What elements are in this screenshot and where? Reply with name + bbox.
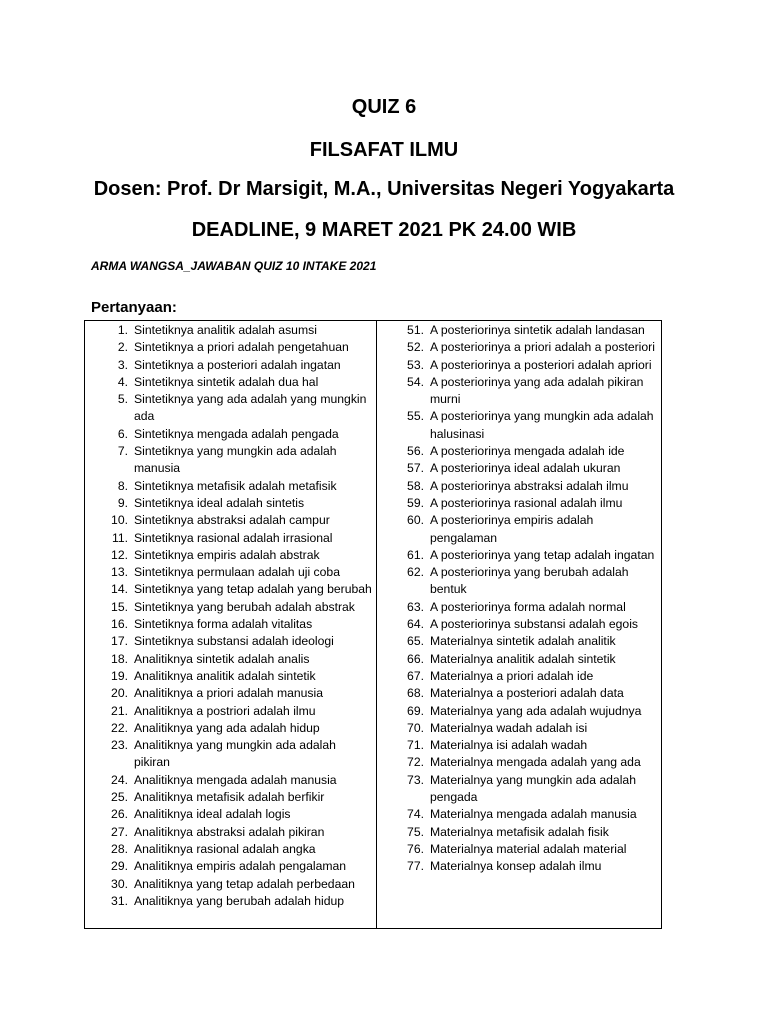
question-number: 12. — [111, 547, 128, 562]
question-text: Analitiknya a priori adalah manusia — [134, 686, 324, 701]
question-number: 14. — [111, 582, 128, 597]
question-item — [380, 339, 660, 356]
question-item — [86, 322, 374, 339]
question-item — [86, 495, 374, 512]
question-text: Materialnya metafisik adalah fisik — [430, 824, 609, 839]
question-number: 31. — [111, 893, 128, 908]
question-text: A posteriorinya abstraksi adalah ilmu — [430, 478, 629, 493]
question-text: Materialnya sintetik adalah analitik — [430, 634, 616, 649]
question-text: A posteriorinya sintetik adalah landasan — [430, 323, 645, 337]
question-number: 65. — [407, 634, 424, 649]
question-text: Materialnya isi adalah wadah — [430, 738, 588, 753]
question-number: 63. — [407, 599, 424, 614]
question-number: 59. — [407, 495, 424, 510]
question-number: 51. — [407, 323, 424, 337]
question-number: 15. — [111, 599, 128, 614]
question-number: 54. — [407, 374, 424, 389]
question-text: Analitiknya ideal adalah logis — [134, 807, 291, 822]
question-text: Sintetiknya yang tetap adalah yang berubah — [134, 582, 372, 597]
question-number: 17. — [111, 634, 128, 649]
question-text: A posteriorinya a priori adalah a posteriori — [430, 340, 655, 355]
question-number: 66. — [407, 651, 424, 666]
question-item — [86, 858, 374, 875]
question-number: 6. — [117, 426, 128, 441]
question-number: 73. — [407, 772, 424, 787]
question-text: Materialnya mengada adalah yang ada — [430, 755, 641, 770]
question-text: Materialnya yang mungkin ada adalah pengada — [430, 772, 636, 805]
question-text: A posteriorinya forma adalah normal — [430, 599, 626, 614]
question-number: 10. — [111, 513, 128, 528]
question-item — [86, 547, 374, 564]
question-item — [86, 772, 374, 789]
question-item — [380, 357, 660, 374]
question-item — [380, 754, 660, 771]
question-item — [86, 824, 374, 841]
question-text: A posteriorinya rasional adalah ilmu — [430, 495, 623, 510]
question-text: A posteriorinya mengada adalah ide — [430, 444, 625, 459]
question-item — [380, 443, 660, 460]
course-title: FILSAFAT ILMU — [309, 139, 459, 161]
question-item — [86, 478, 374, 495]
question-number: 58. — [407, 478, 424, 493]
question-text: Analitiknya yang tetap adalah perbedaan — [134, 876, 355, 891]
question-number: 74. — [407, 807, 424, 822]
question-text: Analitiknya yang mungkin ada adalah pikiran — [134, 738, 336, 770]
question-number: 19. — [111, 668, 128, 683]
question-number: 13. — [111, 565, 128, 580]
student-note: ARMA WANGSA_JAWABAN QUIZ 10 INTAKE 2021 — [91, 259, 377, 273]
question-number: 69. — [407, 703, 424, 718]
quiz-title: QUIZ 6 — [351, 96, 417, 118]
question-item — [380, 720, 660, 737]
question-text: Sintetiknya a posteriori adalah ingatan — [134, 357, 341, 372]
question-item — [86, 374, 374, 391]
question-item — [86, 339, 374, 356]
question-item — [86, 703, 374, 720]
question-item — [86, 789, 374, 806]
question-item — [86, 893, 374, 910]
question-item — [86, 426, 374, 443]
question-item — [380, 685, 660, 702]
question-number: 55. — [407, 409, 424, 424]
question-item — [86, 581, 374, 598]
question-text: Analitiknya empiris adalah pengalaman — [134, 859, 347, 874]
question-text: Sintetiknya metafisik adalah metafisik — [134, 478, 337, 493]
question-text: Analitiknya sintetik adalah analis — [134, 651, 310, 666]
question-item — [380, 564, 660, 599]
deadline-line: DEADLINE, 9 MARET 2021 PK 24.00 WIB — [191, 219, 577, 241]
question-number: 7. — [117, 444, 128, 459]
question-text: Sintetiknya sintetik adalah dua hal — [134, 374, 319, 389]
question-item — [380, 737, 660, 754]
question-item — [380, 858, 660, 875]
question-text: A posteriorinya yang mungkin ada adalah halusinasi — [430, 409, 654, 441]
question-item — [86, 720, 374, 737]
question-text: Sintetiknya mengada adalah pengada — [134, 426, 339, 441]
question-number: 25. — [111, 790, 128, 805]
question-number: 2. — [117, 340, 128, 355]
question-number: 11. — [111, 530, 128, 545]
question-text: Sintetiknya substansi adalah ideologi — [134, 634, 334, 649]
question-number: 64. — [407, 617, 424, 632]
question-number: 60. — [407, 513, 424, 528]
question-item — [380, 322, 660, 339]
question-text: Sintetiknya empiris adalah abstrak — [134, 547, 320, 562]
question-text: Sintetiknya permulaan adalah uji coba — [134, 565, 340, 580]
question-item — [380, 408, 660, 443]
question-item — [380, 668, 660, 685]
question-number: 70. — [407, 720, 424, 735]
question-number: 28. — [111, 841, 128, 856]
question-item — [86, 651, 374, 668]
question-text: Materialnya analitik adalah sintetik — [430, 651, 616, 666]
question-item — [380, 703, 660, 720]
question-number: 52. — [407, 340, 424, 355]
question-item — [380, 616, 660, 633]
question-number: 16. — [111, 617, 128, 632]
question-number: 53. — [407, 357, 424, 372]
question-number: 30. — [111, 876, 128, 891]
question-number: 21. — [111, 703, 128, 718]
questions-left-column — [86, 322, 374, 910]
question-item — [86, 876, 374, 893]
question-item — [380, 824, 660, 841]
question-text: Materialnya mengada adalah manusia — [430, 807, 637, 822]
question-number: 56. — [407, 444, 424, 459]
question-item — [86, 841, 374, 858]
question-number: 27. — [111, 824, 128, 839]
question-text: Materialnya a posteriori adalah data — [430, 686, 624, 701]
question-number: 22. — [111, 720, 128, 735]
question-item — [380, 633, 660, 650]
question-text: Sintetiknya ideal adalah sintetis — [134, 495, 305, 510]
question-number: 5. — [117, 392, 128, 407]
question-text: Materialnya a priori adalah ide — [430, 668, 594, 683]
question-number: 62. — [407, 565, 424, 580]
question-item — [380, 772, 660, 807]
question-text: Sintetiknya yang ada adalah yang mungkin ada — [134, 392, 367, 424]
question-number: 77. — [407, 859, 424, 874]
question-number: 26. — [111, 807, 128, 822]
question-item — [380, 651, 660, 668]
question-item — [86, 806, 374, 823]
question-text: A posteriorinya yang ada adalah pikiran murni — [430, 374, 644, 407]
question-item — [86, 443, 374, 478]
question-text: A posteriorinya yang tetap adalah ingatan — [430, 547, 655, 562]
question-number: 72. — [407, 755, 424, 770]
question-number: 68. — [407, 686, 424, 701]
section-label: Pertanyaan: — [91, 299, 177, 316]
question-number: 3. — [117, 357, 128, 372]
question-text: Analitiknya metafisik adalah berfikir — [134, 790, 325, 805]
question-item — [86, 512, 374, 529]
question-text: Sintetiknya analitik adalah asumsi — [134, 323, 317, 337]
question-item — [380, 374, 660, 409]
question-item — [86, 564, 374, 581]
question-number: 61. — [407, 547, 424, 562]
question-text: Sintetiknya abstraksi adalah campur — [134, 513, 330, 528]
question-item — [380, 512, 660, 547]
question-text: Sintetiknya forma adalah vitalitas — [134, 617, 313, 632]
question-text: A posteriorinya substansi adalah egois — [430, 617, 638, 632]
question-number: 57. — [407, 461, 424, 476]
question-item — [86, 357, 374, 374]
question-text: A posteriorinya a posteriori adalah apriori — [430, 357, 652, 372]
question-text: A posteriorinya yang berubah adalah bentuk — [430, 565, 629, 597]
question-number: 18. — [111, 651, 128, 666]
question-item — [380, 806, 660, 823]
question-number: 71. — [407, 738, 424, 753]
question-text: Analitiknya abstraksi adalah pikiran — [134, 824, 325, 839]
question-number: 20. — [111, 686, 128, 701]
question-text: Analitiknya analitik adalah sintetik — [134, 668, 316, 683]
question-item — [380, 460, 660, 477]
questions-right-column — [380, 322, 660, 876]
question-item — [86, 685, 374, 702]
question-text: A posteriorinya empiris adalah pengalaman — [430, 513, 594, 545]
question-item — [86, 633, 374, 650]
question-item — [86, 668, 374, 685]
question-text: Sintetiknya rasional adalah irrasional — [134, 530, 333, 545]
question-number: 1. — [117, 323, 128, 337]
question-item — [380, 495, 660, 512]
question-text: Analitiknya yang berubah adalah hidup — [134, 893, 345, 908]
question-item — [380, 841, 660, 858]
question-text: Analitiknya yang ada adalah hidup — [134, 720, 320, 735]
lecturer-line: Dosen: Prof. Dr Marsigit, M.A., Universitas Negeri Yogyakarta — [93, 178, 675, 200]
question-text: Materialnya yang ada adalah wujudnya — [430, 703, 642, 718]
question-text: Materialnya wadah adalah isi — [430, 720, 588, 735]
question-number: 67. — [407, 668, 424, 683]
question-text: Sintetiknya a priori adalah pengetahuan — [134, 340, 349, 355]
question-text: Materialnya konsep adalah ilmu — [430, 859, 602, 874]
question-item — [86, 530, 374, 547]
question-text: Analitiknya rasional adalah angka — [134, 841, 316, 856]
question-item — [86, 599, 374, 616]
question-number: 4. — [117, 374, 128, 389]
question-number: 76. — [407, 841, 424, 856]
question-text: Analitiknya mengada adalah manusia — [134, 772, 337, 787]
question-item — [86, 391, 374, 426]
question-text: Sintetiknya yang mungkin ada adalah manusia — [134, 444, 337, 476]
question-text: Sintetiknya yang berubah adalah abstrak — [134, 599, 355, 614]
question-number: 23. — [111, 738, 128, 753]
question-number: 8. — [117, 478, 128, 493]
column-divider — [376, 320, 377, 929]
question-item — [86, 737, 374, 772]
question-number: 75. — [407, 824, 424, 839]
question-number: 24. — [111, 772, 128, 787]
question-text: Materialnya material adalah material — [430, 841, 627, 856]
question-text: A posteriorinya ideal adalah ukuran — [430, 461, 621, 476]
question-item — [86, 616, 374, 633]
question-number: 29. — [111, 859, 128, 874]
question-item — [380, 547, 660, 564]
question-item — [380, 478, 660, 495]
question-item — [380, 599, 660, 616]
question-number: 9. — [117, 495, 128, 510]
question-text: Analitiknya a postriori adalah ilmu — [134, 703, 316, 718]
